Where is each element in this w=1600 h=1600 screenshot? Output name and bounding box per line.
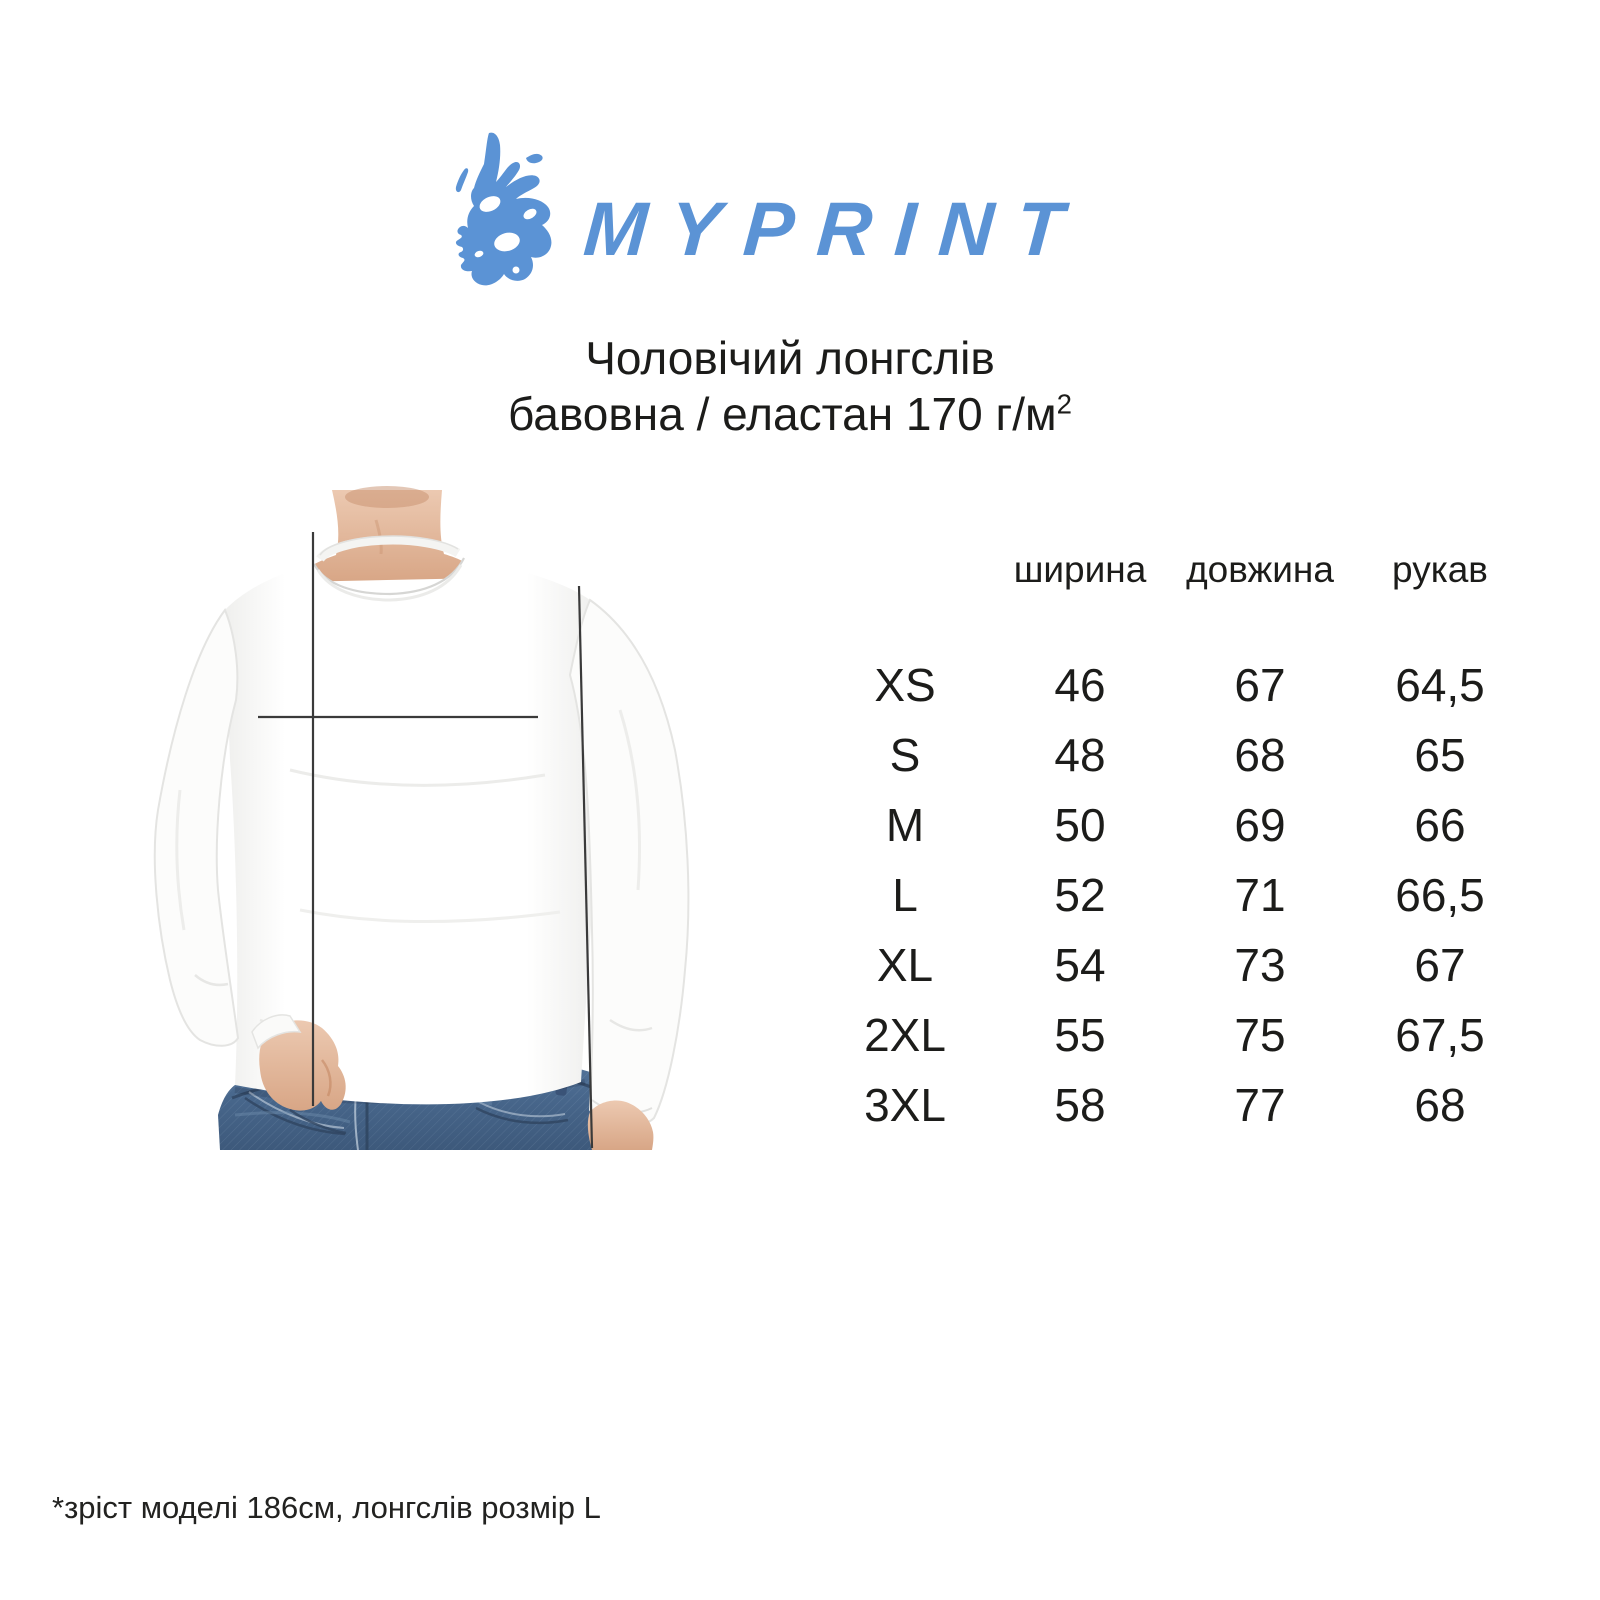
sleeve-value: 67,5: [1395, 1009, 1485, 1061]
width-value: 46: [1054, 659, 1106, 711]
width-value: 52: [1054, 869, 1106, 921]
size-label: 2XL: [864, 1009, 946, 1061]
size-label: M: [885, 799, 925, 851]
splash-face-icon: [430, 130, 580, 290]
col-header-sleeve: рукав: [1392, 549, 1488, 590]
width-value: 54: [1054, 939, 1106, 991]
size-label: 3XL: [864, 1079, 946, 1131]
product-title-block: [0, 330, 1580, 442]
length-value: 75: [1234, 1009, 1286, 1061]
size-label: XL: [876, 939, 934, 991]
length-value: 67: [1234, 659, 1286, 711]
length-value: 71: [1234, 869, 1286, 921]
product-title: Чоловічий лонгслів: [585, 332, 995, 384]
col-header-size: [820, 540, 990, 600]
length-value: 77: [1234, 1079, 1286, 1131]
width-value: 58: [1054, 1079, 1106, 1131]
size-label: L: [892, 869, 918, 921]
model-footnote: *зріст моделі 186см, лонгслів розмір L: [52, 1490, 601, 1525]
width-value: 48: [1054, 729, 1106, 781]
brand-wordmark: MYPRINT: [581, 187, 1089, 272]
width-value: 55: [1054, 1009, 1106, 1061]
sleeve-value: 67: [1414, 939, 1466, 991]
model-photo: [140, 460, 810, 1150]
size-table: [820, 540, 1530, 1140]
col-header-width: ширина: [1013, 549, 1147, 590]
product-material: бавовна / еластан 170 $г/м^2$: [507, 388, 1072, 440]
width-value: 50: [1054, 799, 1106, 851]
length-value: 69: [1234, 799, 1286, 851]
sleeve-value: 68: [1414, 1079, 1466, 1131]
sleeve-value: 66: [1414, 799, 1466, 851]
size-label: XS: [874, 659, 936, 711]
sleeve-value: 66,5: [1395, 869, 1485, 921]
sleeve-value: 65: [1414, 729, 1466, 781]
neck: [292, 486, 485, 582]
length-value: 73: [1234, 939, 1286, 991]
sleeve-value: 64,5: [1395, 659, 1485, 711]
length-value: 68: [1234, 729, 1286, 781]
superscript-2: 2: [1056, 388, 1072, 420]
left-sleeve: [155, 610, 238, 1046]
size-label: S: [889, 729, 921, 781]
col-header-length: довжина: [1186, 549, 1334, 590]
